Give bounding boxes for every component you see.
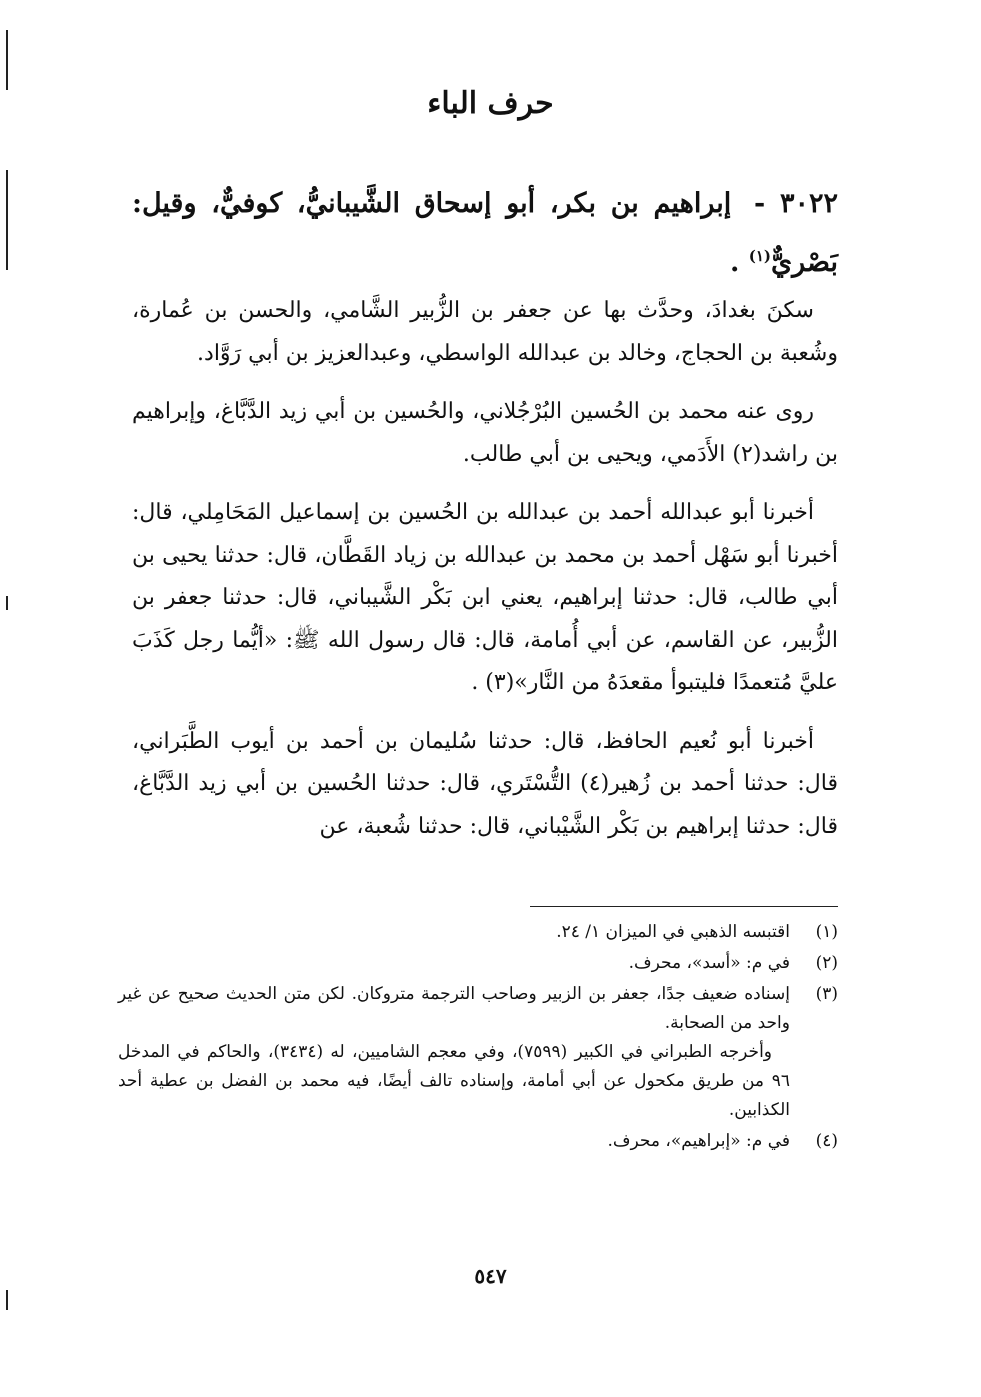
- paragraph-text: أخبرنا أبو نُعيم الحافظ، قال: حدثنا سُليمان بن أحمد بن أيوب الطَّبَراني، قال: حدثنا أحمد بن زُهير(٤) التُّسْتَري، قال: حدثنا الحُسين بن أبي زيد الدَّبَّاغ، قال: حدثنا إبراهيم بن بَكْر الشَّيْباني، قال: حدثنا شُعبة، عن: [132, 728, 839, 839]
- entry-number: ٣٠٢٢ -: [754, 188, 838, 219]
- page-number: ٥٤٧: [474, 1264, 507, 1288]
- entry-title: [132, 178, 838, 289]
- scan-edge-mark: [6, 1290, 8, 1310]
- footnote-text: وأخرجه الطبراني في الكبير (٧٥٩٩)، وفي معجم الشاميين، له (٣٤٣٤)، والحاكم في المدخل ٩٦ من طريق مكحول عن أبي أمامة، وإسناده تالف أيضًا، فيه محمد بن الفضل بن عطية أحد الكذابين.: [118, 1042, 790, 1120]
- footnote-number: (٣): [815, 984, 838, 1004]
- footnote-divider: [530, 906, 838, 907]
- footnote-text: في م: «أسد»، محرف.: [628, 953, 790, 973]
- paragraph: [132, 492, 838, 705]
- footnote: [118, 980, 838, 1125]
- paragraph-text: سكنَ بغدادَ، وحدَّث بها عن جعفر بن الزُّبير الشَّامي، والحسن بن عُمارة، وشُعبة بن الحجاج، وخالد بن عبدالله الواسطي، وعبدالعزيز بن أبي رَوَّاد.: [132, 298, 838, 366]
- footnote: [118, 1127, 838, 1156]
- paragraph-text: أخبرنا أبو عبدالله أحمد بن عبدالله بن الحُسين بن إسماعيل المَحَامِلي، قال: أخبرنا أبو سَهْل أحمد بن محمد بن عبدالله بن زياد القَطَّان، قال: حدثنا يحيى بن أبي طالب، قال: حدثنا إبراهيم، يعني ابن بَكْر الشَّيباني، قال: حدثنا جعفر بن الزُّبير، عن القاسم، عن أبي أُمامة، قال: قال رسول الله ﷺ: «أيُّما رجل كَذَبَ عليَّ مُتعمدًا فليتبوأ مقعدَهُ من النَّار»(٣) .: [132, 500, 838, 695]
- footnote-ref: (١): [748, 247, 772, 265]
- footnote-number: (٢): [815, 953, 838, 973]
- entry-name: إبراهيم بن بكر، أبو إسحاق الشَّيبانيُّ، كوفيٌّ، وقيل: بَصْريٌّ: [132, 188, 838, 278]
- body-text: [132, 290, 838, 864]
- footnote-text-group: [118, 980, 790, 1125]
- paragraph: [132, 391, 838, 476]
- footnote: [118, 949, 838, 978]
- footnote-number: (١): [815, 922, 838, 942]
- footnote-text: إسناده ضعيف جدًا، جعفر بن الزبير وصاحب الترجمة متروكان. لكن متن الحديث صحيح عن غير واحد من الصحابة.: [118, 984, 790, 1033]
- footnote: [118, 918, 838, 947]
- footnote-text: في م: «إبراهيم»، محرف.: [607, 1131, 790, 1151]
- page-heading: حرف الباء: [427, 86, 554, 121]
- scan-edge-mark: [6, 596, 8, 610]
- scan-edge-mark: [6, 170, 8, 270]
- footnote-text: اقتبسه الذهبي في الميزان ١/ ٢٤.: [556, 922, 790, 942]
- footnote-number: (٤): [815, 1131, 838, 1151]
- paragraph: [132, 290, 838, 375]
- entry-title-end: .: [729, 247, 740, 278]
- footnotes: [118, 918, 838, 1158]
- scan-edge-mark: [6, 30, 8, 90]
- paragraph-text: روى عنه محمد بن الحُسين البُرْجُلاني، والحُسين بن أبي زيد الدَّبَّاغ، وإبراهيم بن راشد(٢) الأَدَمي، ويحيى بن أبي طالب.: [132, 399, 838, 467]
- paragraph: [132, 721, 838, 849]
